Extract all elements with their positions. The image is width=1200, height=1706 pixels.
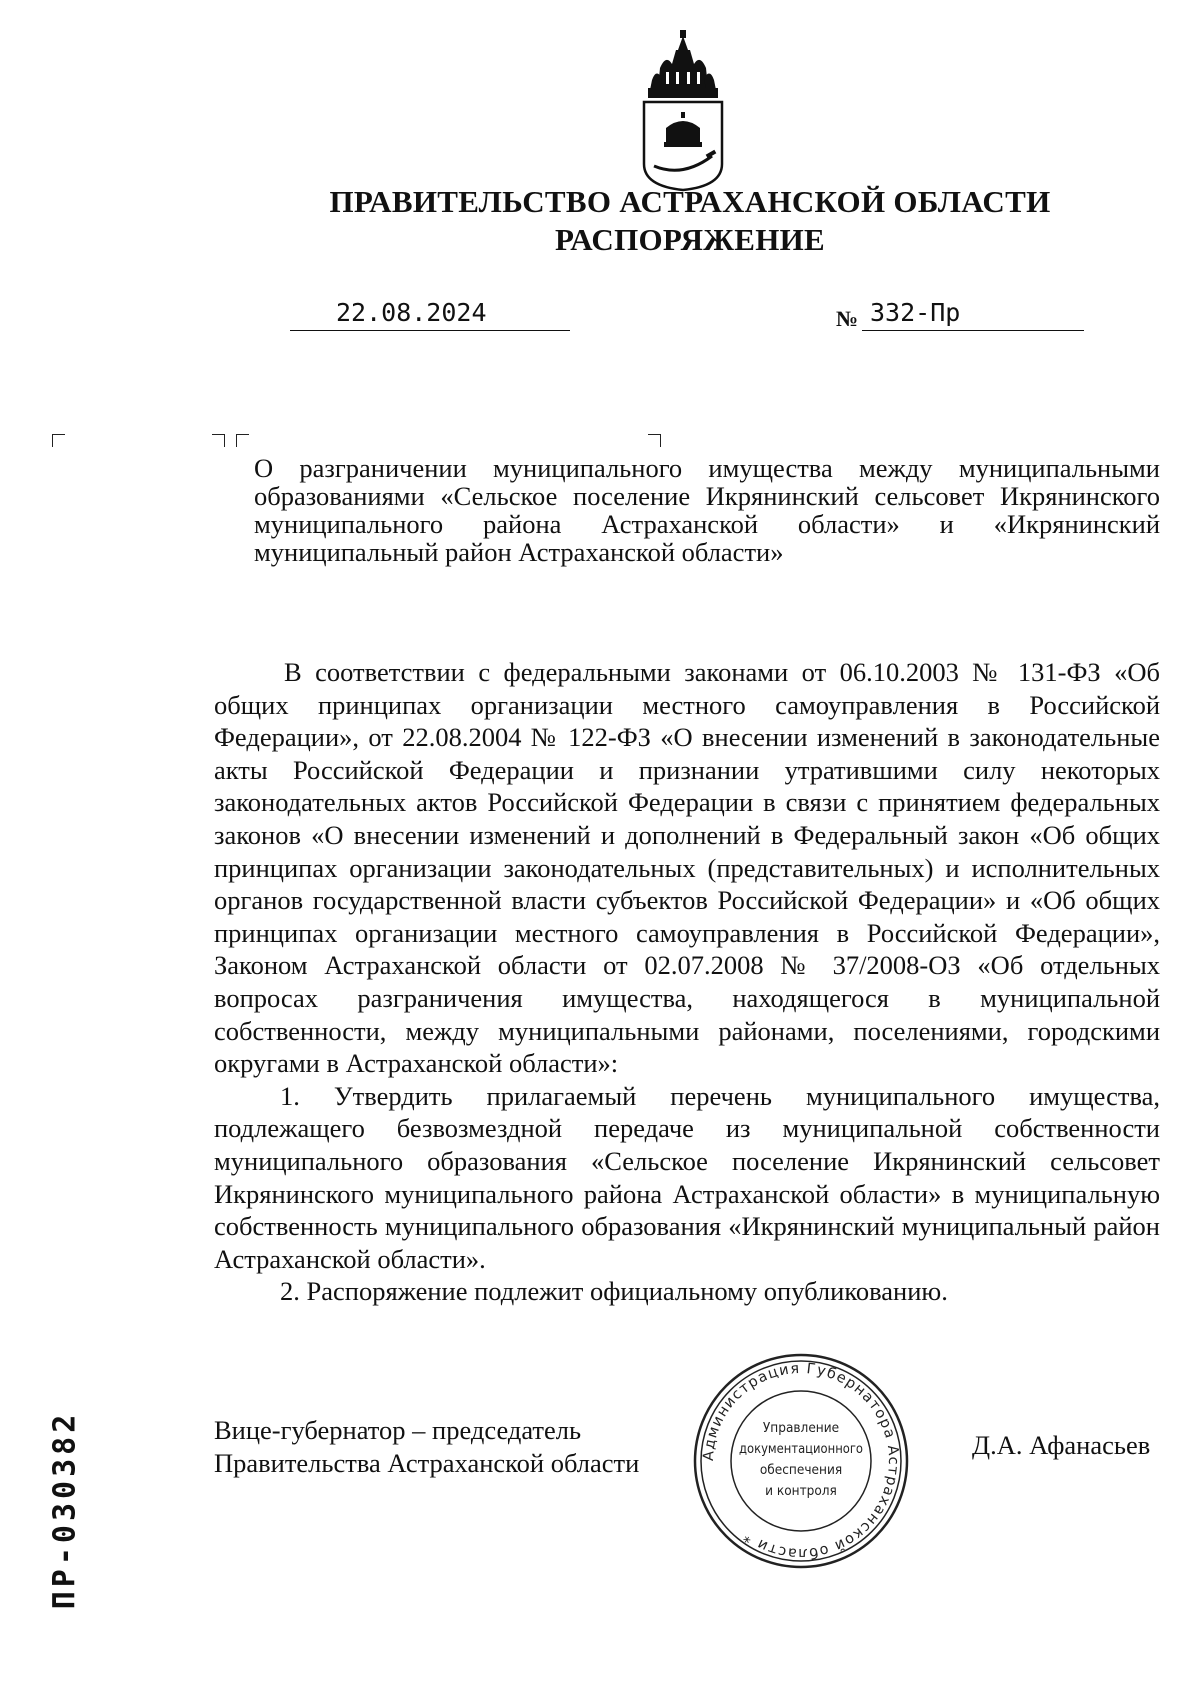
document-date: 22.08.2024 <box>336 298 487 327</box>
document-type-title: РАСПОРЯЖЕНИЕ <box>554 222 826 257</box>
corner-mark <box>236 434 249 447</box>
body-item: 2. Распоряжение подлежит официальному опубликованию. <box>280 1276 948 1307</box>
signatory-name: Д.А. Афанасьев <box>972 1430 1151 1460</box>
document-number-field <box>862 300 1084 331</box>
stamp-outer-text: Администрация Губернатора Астраханской области * <box>700 1360 902 1562</box>
organization-title: ПРАВИТЕЛЬСТВО АСТРАХАНСКОЙ ОБЛАСТИ <box>329 184 1051 219</box>
corner-mark <box>52 434 65 447</box>
document-date-field <box>290 300 570 331</box>
corner-mark <box>648 434 661 447</box>
official-stamp <box>690 1350 912 1572</box>
body-preamble: В соответствии с федеральными законами от 06.10.2003 № 131-ФЗ «Об общих принципах организации местного самоуправления в Российской Федерации», от 22.08.2004 № 122-ФЗ «О внесении изменений в законодательные акты Российской Федерации и признании утратившими силу некоторых законодательных актов Российской Федерации в связи с принятием федеральных законов «О внесении изменений и дополнений в Федеральный закон «Об общих принципах организации законодательных (представительных) и исполнительных органов государственной власти субъектов Российской Федерации» и «Об общих принципах организации местного самоуправления в Российской Федерации», Законом Астраханской области от 02.07.2008 № 37/2008-ОЗ «Об отдельных вопросах разграничения имущества, находящегося в муниципальной собственности, между муниципальными районами, поселениями, городскими округами в Астраханской области»: <box>214 657 1160 1079</box>
astrakhan-coat-of-arms-icon <box>638 28 728 192</box>
body-item: 1. Утвердить прилагаемый перечень муниципального имущества, подлежащего безвозмездной передаче из муниципальной собственности муниципального образования «Сельское поселение Икрянинский сельсовет Икрянинского муниципального района Астраханской области» в муниципальную собственность муниципального образования «Икрянинский муниципальный район Астраханской области». <box>214 1080 1160 1274</box>
stamp-inner-line: документационного <box>739 1442 863 1457</box>
document-number: 332-Пр <box>870 298 961 327</box>
side-code-text: ПР-030382 <box>47 1410 83 1610</box>
stamp-inner-line: обеспечения <box>759 1462 843 1478</box>
document-body <box>214 656 1160 1308</box>
number-sign: № <box>836 306 859 331</box>
side-registration-code <box>47 1400 83 1620</box>
signatory-title <box>214 1414 639 1480</box>
stamp-inner-line: и контроля <box>765 1483 837 1499</box>
document-subject: О разграничении муниципального имущества между муниципальными образованиями «Сельское поселение Икрянинский сельсовет Икрянинского муниципального района Астраханской области» и «Икрянинский муниципальный район Астраханской области» <box>254 453 1160 567</box>
signatory-title-line: Вице-губернатор – председатель <box>214 1415 582 1445</box>
corner-mark <box>212 434 225 447</box>
signatory-title-line: Правительства Астраханской области <box>214 1448 640 1478</box>
stamp-inner-line: Управление <box>762 1420 840 1436</box>
